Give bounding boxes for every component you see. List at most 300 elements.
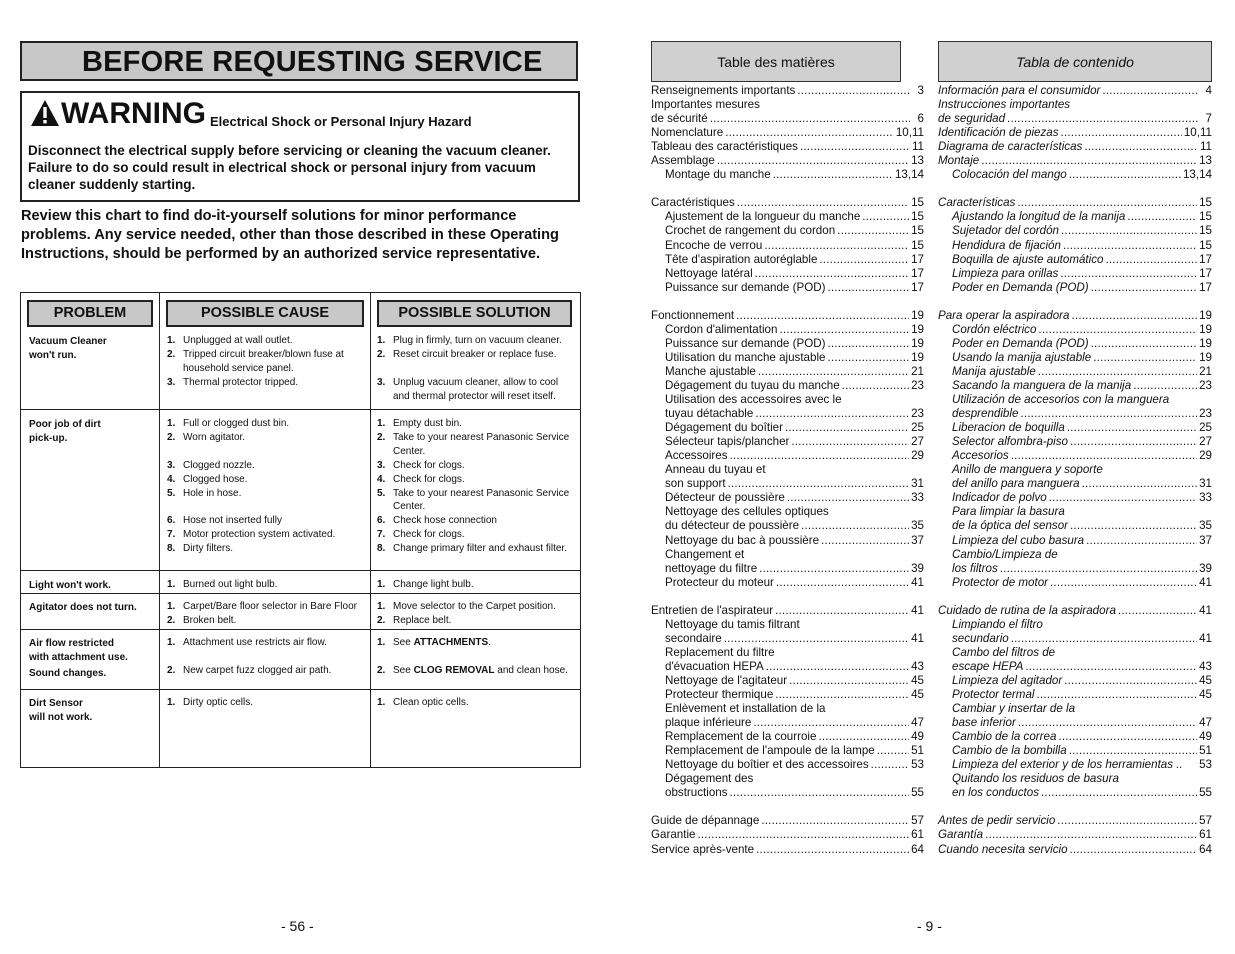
toc-entry-page: 15 bbox=[1199, 238, 1212, 252]
toc-entry bbox=[938, 702, 1212, 716]
toc-entry-label: Boquilla de ajuste automático bbox=[952, 252, 1104, 266]
toc-leader-dots bbox=[1077, 702, 1198, 716]
toc-entry bbox=[651, 168, 924, 182]
toc-entry-page: 39 bbox=[911, 561, 924, 575]
toc-gap bbox=[938, 295, 1212, 309]
item-text: Hole in hose. bbox=[183, 487, 242, 499]
toc-gap bbox=[651, 800, 924, 814]
item-text bbox=[393, 664, 573, 678]
cause-item bbox=[167, 600, 367, 614]
toc-entry bbox=[651, 351, 924, 365]
toc-entry-label: Sacando la manguera de la manija bbox=[952, 378, 1132, 392]
toc-leader-dots bbox=[831, 505, 910, 519]
intro-text: Review this chart to find do-it-yourself solutions for minor performance problems. Any service needed, other than those described in these Operating Instructions, should be performed by an authorized service representative. bbox=[21, 208, 559, 262]
toc-entry-label: en los conductos bbox=[952, 786, 1040, 800]
toc-entry-page bbox=[912, 618, 924, 632]
toc-leader-dots bbox=[981, 154, 1197, 168]
item-text: Motor protection system activated. bbox=[183, 529, 336, 541]
item-number: 5. bbox=[167, 487, 176, 499]
toc-entry-label: Cuando necesita servicio bbox=[938, 842, 1068, 856]
cause-item bbox=[167, 696, 367, 710]
toc-entry bbox=[938, 365, 1212, 379]
toc-leader-dots bbox=[877, 744, 909, 758]
problem-line: Sound changes. bbox=[29, 667, 107, 679]
toc-leader-dots bbox=[1049, 491, 1197, 505]
toc-entry-label: Puissance sur demande (POD) bbox=[665, 280, 826, 294]
toc-leader-dots bbox=[756, 843, 909, 857]
toc-entry-page: 47 bbox=[1199, 716, 1212, 730]
toc-entry-label: Utilisation du manche ajustable bbox=[665, 350, 826, 364]
toc-entry bbox=[651, 98, 924, 112]
cause-item bbox=[167, 376, 367, 390]
toc-leader-dots bbox=[1067, 421, 1197, 435]
problem-line: Poor job of dirt bbox=[29, 419, 101, 430]
toc-leader-dots bbox=[827, 702, 910, 716]
toc-entry bbox=[651, 716, 924, 730]
toc-entry-page: 29 bbox=[1199, 449, 1212, 463]
toc-leader-dots bbox=[844, 393, 910, 407]
item-text: Attachment use restricts air flow. bbox=[183, 637, 327, 648]
toc-entry-page: 15 bbox=[911, 210, 924, 224]
warning-box bbox=[20, 91, 580, 202]
toc-entry-label: son support bbox=[665, 477, 726, 491]
toc-entry bbox=[938, 463, 1212, 477]
toc-entry bbox=[651, 449, 924, 463]
toc-entry-page: 15 bbox=[911, 224, 924, 238]
toc-leader-dots bbox=[717, 154, 909, 168]
item-number: 7. bbox=[377, 529, 386, 541]
toc-entry-label: Liberacion de boquilla bbox=[952, 421, 1065, 435]
toc-entry-label: Cambio de la bombilla bbox=[952, 744, 1067, 758]
toc-entry bbox=[651, 660, 924, 674]
toc-entry-page: 11 bbox=[911, 140, 924, 154]
toc-entry-page bbox=[912, 393, 924, 407]
toc-entry-label: Caractéristiques bbox=[651, 196, 735, 210]
toc-entry bbox=[938, 337, 1212, 351]
toc-entry-page: 13 bbox=[911, 154, 924, 168]
problem-line: will not work. bbox=[29, 711, 93, 723]
item-text: Worn agitator. bbox=[183, 431, 246, 443]
toc-entry-label: Características bbox=[938, 196, 1016, 210]
toc-entry-label: Sélecteur tapis/plancher bbox=[665, 435, 790, 449]
header-problem: PROBLEM bbox=[27, 300, 153, 327]
toc-leader-dots bbox=[785, 421, 909, 435]
toc-entry-page: 15 bbox=[1199, 196, 1212, 210]
toc-entry-page: 51 bbox=[911, 744, 924, 758]
item-number: 5. bbox=[377, 487, 386, 499]
toc-entry-label: Información para el consumidor bbox=[938, 84, 1101, 97]
toc-leader-dots bbox=[1060, 548, 1198, 562]
toc-entry bbox=[938, 210, 1212, 224]
toc-entry bbox=[938, 534, 1212, 548]
toc-entry bbox=[938, 828, 1212, 842]
toc-leader-dots bbox=[1011, 449, 1197, 463]
toc-leader-dots bbox=[775, 688, 909, 702]
toc-entry bbox=[651, 239, 924, 253]
toc-entry-page: 53 bbox=[911, 758, 924, 772]
toc-entry-page: 41 bbox=[911, 575, 924, 589]
toc-leader-dots bbox=[818, 730, 909, 744]
toc-entry bbox=[938, 576, 1212, 590]
item-text: Clean optic cells. bbox=[393, 697, 469, 708]
toc-entry-label: Hendidura de fijación bbox=[952, 238, 1061, 252]
toc-leader-dots bbox=[697, 828, 909, 842]
cause-item bbox=[167, 334, 367, 348]
item-number: 2. bbox=[167, 664, 176, 676]
toc-leader-dots bbox=[1127, 210, 1197, 224]
toc-entry-label: Utilisation des accessoires avec le bbox=[665, 393, 842, 407]
toc-entry-page: 43 bbox=[911, 659, 924, 673]
toc-leader-dots bbox=[737, 196, 909, 210]
solution-item bbox=[377, 487, 573, 515]
item-text: Dirty filters. bbox=[183, 543, 233, 555]
toc-leader-dots bbox=[730, 786, 910, 800]
toc-entry-page: 19 bbox=[1199, 350, 1212, 364]
toc-entry bbox=[938, 646, 1212, 660]
toc-leader-dots bbox=[1061, 224, 1197, 238]
item-text: Clogged nozzle. bbox=[183, 459, 255, 471]
toc-entry bbox=[938, 744, 1212, 758]
toc-entry-page bbox=[1200, 505, 1212, 519]
toc-entry-label: Manche ajustable bbox=[665, 364, 756, 378]
toc-entry-label: Protecteur thermique bbox=[665, 688, 774, 702]
toc-entry-page: 21 bbox=[1199, 364, 1212, 378]
toc-entry-label: Colocación del mango bbox=[952, 168, 1067, 182]
toc-leader-dots bbox=[1067, 505, 1198, 519]
item-text: Check hose connection bbox=[393, 515, 497, 527]
toc-entry-page bbox=[1200, 463, 1212, 477]
toc-leader-dots bbox=[1020, 407, 1197, 421]
item-text: Unplug vacuum cleaner, allow to cool and thermal protector will reset itself. bbox=[393, 376, 559, 402]
toc-entry bbox=[938, 98, 1212, 112]
toc-entry-label: Cambio de la correa bbox=[952, 730, 1057, 744]
toc-entry bbox=[938, 632, 1212, 646]
toc-leader-dots bbox=[1070, 435, 1197, 449]
toc-leader-dots bbox=[1105, 463, 1198, 477]
toc-entry bbox=[651, 210, 924, 224]
toc-entry-page: 10,11 bbox=[1183, 126, 1212, 140]
toc-entry-page: 4 bbox=[1205, 84, 1212, 97]
toc-leader-dots bbox=[802, 618, 910, 632]
toc-entry-label: obstructions bbox=[665, 786, 728, 800]
toc-entry-label: Tête d'aspiration autoréglable bbox=[665, 252, 818, 266]
toc-entry bbox=[938, 323, 1212, 337]
page-number-right: - 9 - bbox=[917, 918, 942, 934]
solution-item bbox=[377, 431, 573, 459]
toc-entry bbox=[651, 477, 924, 491]
toc-entry-page: 51 bbox=[1199, 744, 1212, 758]
item-text: Check for clogs. bbox=[393, 473, 465, 485]
toc-entry bbox=[938, 660, 1212, 674]
toc-entry-label: Replacement du filtre bbox=[665, 645, 775, 659]
item-text: Check for clogs. bbox=[393, 529, 465, 541]
toc-entry-label: Détecteur de poussière bbox=[665, 491, 785, 505]
toc-entry-label: Ajustement de la longueur du manche bbox=[665, 210, 861, 224]
toc-entry bbox=[651, 154, 924, 168]
item-text: Unplugged at wall outlet. bbox=[183, 335, 293, 346]
solution-item bbox=[377, 636, 573, 650]
item-number: 1. bbox=[377, 579, 386, 590]
toc-entry-label: Nettoyage du bac à poussière bbox=[665, 533, 820, 547]
toc-entry-page: 19 bbox=[911, 322, 924, 336]
warning-body: Disconnect the electrical supply before servicing or cleaning the vacuum cleaner. Failure to do so could result in electrical shock or personal injury from vacuum cleaner suddenly starting. bbox=[28, 143, 551, 192]
toc-entry-label: Dégagement du boîtier bbox=[665, 421, 783, 435]
toc-entry bbox=[651, 534, 924, 548]
toc-leader-dots bbox=[827, 337, 909, 351]
toc-leader-dots bbox=[797, 84, 910, 98]
toc-entry bbox=[938, 758, 1212, 772]
toc-entry bbox=[651, 253, 924, 267]
toc-entry-page: 13,14 bbox=[1182, 168, 1212, 182]
toc-entry bbox=[938, 140, 1212, 154]
toc-gap bbox=[938, 590, 1212, 604]
item-number: 2. bbox=[377, 348, 386, 360]
toc-entry bbox=[651, 491, 924, 505]
toc-entry bbox=[938, 772, 1212, 786]
toc-entry bbox=[651, 646, 924, 660]
toc-entry bbox=[651, 140, 924, 154]
toc-entry-page bbox=[912, 702, 924, 716]
toc-entry-page: 61 bbox=[1199, 828, 1212, 842]
toc-entry-label: Garantía bbox=[938, 828, 984, 842]
item-number: 4. bbox=[167, 473, 176, 485]
toc-leader-dots bbox=[1071, 309, 1197, 323]
toc-entry-label: desprendible bbox=[952, 407, 1019, 421]
toc-entry-page: 13 bbox=[1199, 154, 1212, 168]
item-text: Empty dust bin. bbox=[393, 418, 462, 429]
item-number: 2. bbox=[377, 431, 386, 443]
toc-entry-page: 47 bbox=[911, 716, 924, 730]
toc-leader-dots bbox=[768, 463, 910, 477]
problem-line: Vacuum Cleaner bbox=[29, 336, 107, 347]
toc-entry-label: Enlèvement et installation de la bbox=[665, 702, 826, 716]
item-text-post: and clean hose. bbox=[494, 664, 568, 676]
toc-entry-page bbox=[912, 548, 924, 562]
item-text: Clogged hose. bbox=[183, 473, 248, 485]
toc-entry bbox=[938, 843, 1212, 857]
cause-item bbox=[167, 528, 367, 542]
toc-entry-label: secondaire bbox=[665, 631, 722, 645]
toc-entry bbox=[651, 196, 924, 210]
toc-entry-label: Diagrama de características bbox=[938, 140, 1083, 154]
toc-entry bbox=[651, 744, 924, 758]
toc-entry-page: 35 bbox=[1199, 519, 1212, 533]
cause-item bbox=[167, 431, 367, 445]
toc-entry-page: 31 bbox=[1199, 477, 1212, 491]
toc-entry-page: 25 bbox=[1199, 421, 1212, 435]
toc-entry-label: Cordon d'alimentation bbox=[665, 322, 778, 336]
toc-leader-dots bbox=[1057, 814, 1197, 828]
toc-leader-dots bbox=[842, 379, 909, 393]
cause-item bbox=[167, 487, 367, 501]
toc-entry bbox=[651, 281, 924, 295]
cause-item bbox=[167, 473, 367, 487]
toc-leader-dots bbox=[730, 449, 910, 463]
problem-line: Dirt Sensor bbox=[29, 698, 83, 709]
toc-entry-page: 23 bbox=[911, 407, 924, 421]
item-number: 8. bbox=[167, 543, 176, 555]
toc-entry-label: Dégagement du tuyau du manche bbox=[665, 378, 840, 392]
toc-entry bbox=[651, 421, 924, 435]
toc-entry-page: 39 bbox=[1199, 561, 1212, 575]
toc-entry bbox=[651, 407, 924, 421]
toc-leader-dots bbox=[1070, 519, 1197, 533]
warning-triangle-icon bbox=[30, 99, 60, 127]
toc-leader-dots bbox=[764, 239, 909, 253]
toc-leader-dots bbox=[1050, 576, 1197, 590]
item-number: 1. bbox=[377, 601, 386, 612]
toc-leader-dots bbox=[1091, 337, 1197, 351]
toc-entry-label: Garantie bbox=[651, 828, 696, 842]
toc-entry-label: Indicador de polvo bbox=[952, 491, 1047, 505]
toc-entry-page: 33 bbox=[1199, 491, 1212, 505]
solution-item bbox=[377, 334, 573, 348]
toc-entry bbox=[938, 112, 1212, 126]
toc-entry-label: Nettoyage de l'agitateur bbox=[665, 673, 788, 687]
toc-entry-page: 19 bbox=[1199, 308, 1212, 322]
toc-leader-dots bbox=[827, 351, 909, 365]
toc-entry-label: Guide de dépannage bbox=[651, 814, 760, 828]
problem-cell bbox=[29, 697, 155, 725]
toc-entry bbox=[938, 168, 1212, 182]
item-number: 1. bbox=[167, 418, 176, 429]
toc-entry-page: 17 bbox=[911, 266, 924, 280]
toc-entry-page bbox=[912, 98, 924, 112]
toc-entry-page: 33 bbox=[911, 491, 924, 505]
item-number: 3. bbox=[377, 376, 386, 388]
toc-entry-label: Cordón eléctrico bbox=[952, 322, 1037, 336]
header-solution: POSSIBLE SOLUTION bbox=[377, 300, 572, 327]
toc-leader-dots bbox=[1084, 140, 1198, 154]
toc-entry-label: nettoyage du filtre bbox=[665, 561, 758, 575]
item-text: Reset circuit breaker or replace fuse. bbox=[393, 348, 557, 360]
toc-entry bbox=[938, 548, 1212, 562]
toc-entry-page: 57 bbox=[911, 814, 924, 828]
toc-leader-dots bbox=[755, 267, 909, 281]
toc-title-fr: Table des matières bbox=[651, 41, 901, 82]
toc-entry-page bbox=[1200, 702, 1212, 716]
toc-entry bbox=[651, 112, 924, 126]
toc-entry bbox=[651, 309, 924, 323]
toc-entry bbox=[651, 730, 924, 744]
toc-leader-dots bbox=[789, 674, 909, 688]
toc-entry-label: Protector termal bbox=[952, 688, 1035, 702]
toc-leader-dots bbox=[1038, 323, 1197, 337]
toc-entry bbox=[938, 562, 1212, 576]
toc-entry bbox=[651, 814, 924, 828]
toc-gap bbox=[938, 182, 1212, 196]
toc-entry-page: 41 bbox=[911, 603, 924, 617]
toc-entry bbox=[651, 632, 924, 646]
solution-item bbox=[377, 578, 573, 592]
problem-cell bbox=[29, 601, 155, 615]
item-number: 8. bbox=[377, 543, 386, 555]
toc-entry bbox=[651, 843, 924, 857]
item-number: 1. bbox=[377, 697, 386, 708]
toc-entry-label: Cambiar y insertar de la bbox=[952, 702, 1076, 716]
toc-entry-label: de la óptica del sensor bbox=[952, 519, 1069, 533]
toc-entry bbox=[938, 253, 1212, 267]
item-number: 3. bbox=[167, 459, 176, 471]
item-number: 1. bbox=[167, 335, 176, 346]
toc-entry-label: Para limpiar la basura bbox=[952, 505, 1065, 519]
toc-entry-page: 6 bbox=[917, 112, 924, 126]
solution-item bbox=[377, 473, 573, 487]
toc-leader-dots bbox=[1072, 98, 1198, 112]
toc-entry-label: plaque inférieure bbox=[665, 716, 752, 730]
toc-leader-dots bbox=[821, 534, 909, 548]
item-number: 2. bbox=[377, 664, 386, 676]
page-title: BEFORE REQUESTING SERVICE bbox=[82, 46, 543, 78]
toc-leader-dots bbox=[746, 548, 910, 562]
toc-entry-label: de sécurité bbox=[651, 112, 708, 126]
toc-leader-dots bbox=[755, 772, 910, 786]
item-text: Move selector to the Carpet position. bbox=[393, 601, 556, 612]
toc-leader-dots bbox=[862, 210, 909, 224]
toc-leader-dots bbox=[1118, 604, 1197, 618]
toc-entry-page bbox=[1200, 548, 1212, 562]
toc-leader-dots bbox=[724, 632, 909, 646]
item-number: 2. bbox=[167, 348, 176, 360]
toc-leader-dots bbox=[985, 828, 1197, 842]
toc-leader-dots bbox=[1057, 646, 1198, 660]
problem-line: Light won't work. bbox=[29, 580, 111, 591]
item-number: 3. bbox=[167, 376, 176, 388]
toc-entry bbox=[651, 688, 924, 702]
toc-entry-page: 41 bbox=[911, 631, 924, 645]
toc-entry-label: Cambo del filtros de bbox=[952, 645, 1056, 659]
toc-entry-label: Antes de pedir servicio bbox=[938, 814, 1056, 828]
toc-entry bbox=[938, 224, 1212, 238]
toc-leader-dots bbox=[1036, 688, 1197, 702]
warning-hazard: Electrical Shock or Personal Injury Hazard bbox=[210, 114, 472, 129]
toc-leader-dots bbox=[801, 519, 909, 533]
toc-entry-label: base inferior bbox=[952, 716, 1016, 730]
toc-entry-label: Assemblage bbox=[651, 154, 715, 168]
toc-entry bbox=[651, 786, 924, 800]
toc-leader-dots bbox=[1171, 393, 1198, 407]
toc-entry-page: 19 bbox=[1199, 336, 1212, 350]
item-text-bold: CLOG REMOVAL bbox=[413, 664, 495, 676]
toc-entry bbox=[938, 84, 1212, 98]
toc-entry bbox=[938, 351, 1212, 365]
item-text: New carpet fuzz clogged air path. bbox=[183, 664, 332, 676]
toc-leader-dots bbox=[736, 309, 909, 323]
toc-leader-dots bbox=[1185, 758, 1197, 772]
item-number: 1. bbox=[167, 637, 176, 648]
toc-leader-dots bbox=[1069, 168, 1181, 182]
toc-entry bbox=[938, 196, 1212, 210]
toc-leader-dots bbox=[1086, 534, 1197, 548]
item-number: 1. bbox=[167, 601, 176, 612]
toc-entry-label: Nomenclature bbox=[651, 126, 724, 140]
solution-item bbox=[377, 417, 573, 431]
toc-leader-dots bbox=[779, 323, 909, 337]
toc-entry-label: Anneau du tuyau et bbox=[665, 463, 766, 477]
toc-entry bbox=[651, 84, 924, 98]
toc-entry-page: 41 bbox=[1199, 631, 1212, 645]
toc-entry-page: 17 bbox=[1199, 266, 1212, 280]
toc-entry bbox=[651, 126, 924, 140]
toc-leader-dots bbox=[800, 140, 910, 154]
toc-entry bbox=[938, 786, 1212, 800]
toc-entry bbox=[938, 604, 1212, 618]
toc-entry-label: Renseignements importants bbox=[651, 84, 796, 97]
toc-entry bbox=[651, 224, 924, 238]
toc-entry bbox=[938, 407, 1212, 421]
toc-entry bbox=[938, 449, 1212, 463]
toc-leader-dots bbox=[753, 716, 909, 730]
